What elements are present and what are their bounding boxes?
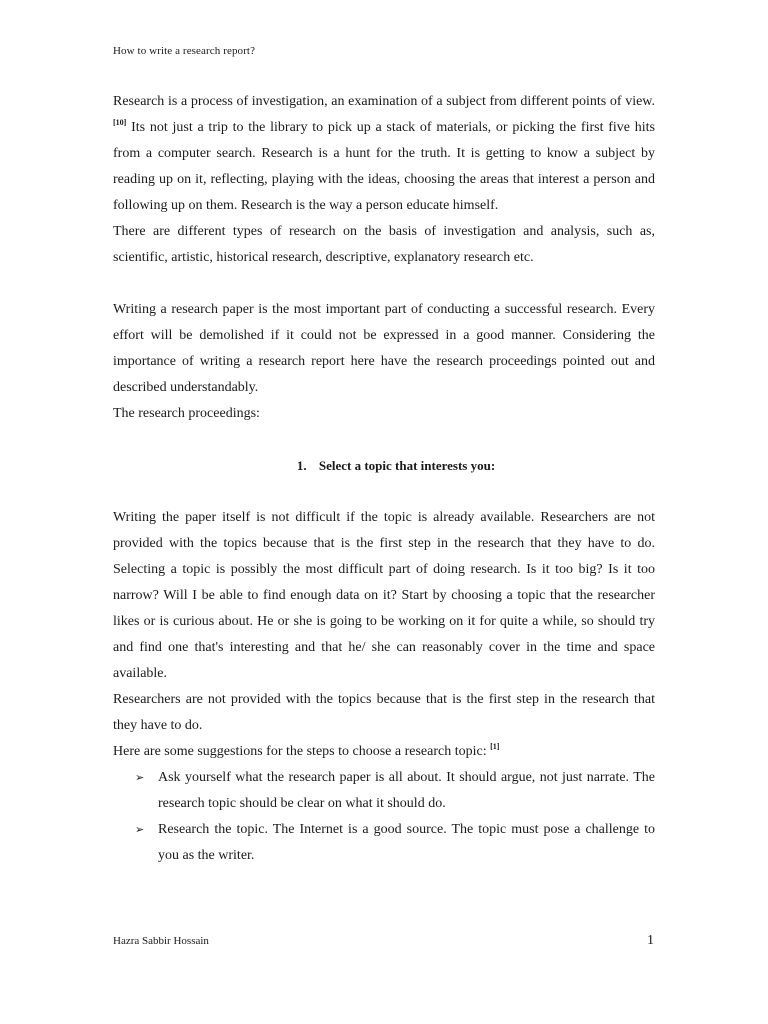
suggestions-text: Here are some suggestions for the steps to choose a research topic:	[113, 744, 491, 759]
citation-ref: [10]	[113, 118, 127, 127]
suggestions-list	[113, 765, 655, 869]
footer-author: Hazra Sabbir Hossain	[113, 935, 209, 947]
citation-ref: [1]	[490, 742, 500, 751]
section-number: 1.	[296, 458, 307, 473]
page-header: How to write a research report?	[113, 45, 256, 57]
topic-note-paragraph: Researchers are not provided with the topics because that is the first step in the research that they have to do.	[113, 692, 655, 733]
arrow-bullet-icon: ➢	[135, 772, 145, 784]
topic-paragraph: Writing the paper itself is not difficult if the topic is already available. Researchers are not provided with the topics because that is the first step in the research that they have to do. Selecting a topic is possibly the most difficult part of doing research. Is it too big? Is it too narrow? Will I be able to find enough data on it? Start by choosing a topic that the researcher likes or is curious about. He or she is going to be working on it for quite a while, so should try and find one that's interesting and that he/ she can reasonably cover in the time and space available.	[113, 510, 655, 681]
list-item	[113, 765, 655, 817]
list-item-text: Ask yourself what the research paper is all about. It should argue, not just narrate. The research topic should be clear on what it should do.	[158, 770, 655, 811]
list-item-text: Research the topic. The Internet is a good source. The topic must pose a challenge to you as the writer.	[158, 822, 655, 863]
proceedings-label: The research proceedings:	[113, 406, 260, 421]
intro-paragraph	[113, 89, 655, 219]
suggestions-intro	[113, 739, 655, 765]
writing-paragraph: Writing a research paper is the most important part of conducting a successful research. Every effort will be demolished if it could not be expressed in a good manner. Considering the importance of writing a research report here have the research proceedings pointed out and described understandably.	[113, 302, 655, 395]
intro-text-a: Research is a process of investigation, an examination of a subject from different points of view.	[113, 94, 655, 109]
intro-text-b: Its not just a trip to the library to pick up a stack of materials, or picking the first five hits from a computer search. Research is a hunt for the truth. It is getting to know a subject by reading up on it, reflecting, playing with the ideas, choosing the areas that interest a person and following up on them. Research is the way a person educate himself.	[113, 120, 655, 213]
list-item	[113, 817, 655, 869]
section-heading	[113, 453, 655, 479]
document-body	[113, 89, 655, 869]
page-number: 1	[647, 933, 654, 948]
research-types-paragraph: There are different types of research on the basis of investigation and analysis, such as, scientific, artistic, historical research, descriptive, explanatory research etc.	[113, 224, 655, 265]
arrow-bullet-icon: ➢	[135, 824, 145, 836]
section-title: Select a topic that interests you:	[318, 458, 496, 473]
